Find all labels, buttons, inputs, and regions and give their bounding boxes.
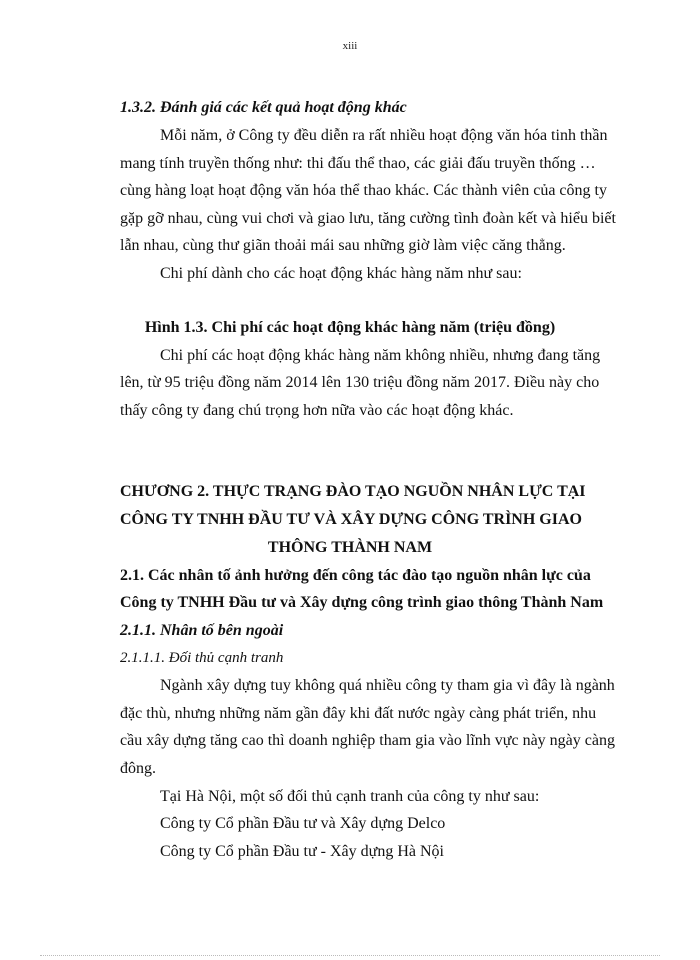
- paragraph-line: Ngành xây dựng tuy không quá nhiều công ty tham gia vì đây là ngành: [160, 677, 615, 694]
- paragraph-line: Tại Hà Nội, một số đối thủ cạnh tranh của công ty như sau:: [160, 788, 540, 805]
- chapter-title-line: CÔNG TY TNHH ĐẦU TƯ VÀ XÂY DỰNG CÔNG TRÌNH GIAO: [120, 511, 582, 528]
- paragraph-line: gặp gỡ nhau, cùng vui chơi và giao lưu, tăng cường tình đoàn kết và hiểu biết: [120, 210, 616, 227]
- paragraph-line: Chi phí các hoạt động khác hàng năm không nhiều, nhưng đang tăng: [160, 347, 601, 364]
- paragraph-line: lẫn nhau, cùng thư giãn thoải mái sau những giờ làm việc căng thẳng.: [120, 237, 566, 254]
- paragraph-line: lên, từ 95 triệu đồng năm 2014 lên 130 triệu đồng năm 2017. Điều này cho: [120, 374, 600, 391]
- paragraph-line: Chi phí dành cho các hoạt động khác hàng năm như sau:: [160, 265, 522, 282]
- paragraph-line: mang tính truyền thống như: thi đấu thể thao, các giải đấu truyền thống …: [120, 155, 596, 172]
- section-heading-2-1-1-1: 2.1.1.1. Đối thủ cạnh tranh: [120, 650, 284, 666]
- competitor-item: Công ty Cổ phần Đầu tư - Xây dựng Hà Nội: [160, 843, 444, 860]
- page-number: xiii: [342, 40, 358, 52]
- section-heading-2-1: 2.1. Các nhân tố ảnh hưởng đến công tác đào tạo nguồn nhân lực của: [120, 567, 591, 584]
- section-heading-1-3-2: 1.3.2. Đánh giá các kết quả hoạt động khác: [120, 99, 407, 116]
- paragraph-line: đặc thù, nhưng những năm gần đây khi đất nước ngày càng phát triển, nhu: [120, 705, 597, 722]
- paragraph-line: thấy công ty đang chú trọng hơn nữa vào các hoạt động khác.: [120, 402, 514, 419]
- section-heading-2-1-1: 2.1.1. Nhân tố bên ngoài: [120, 622, 284, 639]
- chapter-title-line: THÔNG THÀNH NAM: [267, 539, 433, 556]
- paragraph-line: đông.: [120, 760, 156, 777]
- competitor-item: Công ty Cổ phần Đầu tư và Xây dựng Delco: [160, 815, 446, 832]
- paragraph-line: Mỗi năm, ở Công ty đều diễn ra rất nhiều hoạt động văn hóa tinh thần: [160, 127, 608, 144]
- paragraph-line: cầu xây dựng tăng cao thì doanh nghiệp tham gia vào lĩnh vực này ngày càng: [120, 732, 615, 749]
- figure-caption: Hình 1.3. Chi phí các hoạt động khác hàng năm (triệu đồng): [144, 319, 556, 336]
- page-bottom-border: [40, 955, 660, 956]
- section-heading-2-1: Công ty TNHH Đầu tư và Xây dựng công trình giao thông Thành Nam: [120, 594, 604, 611]
- paragraph-line: cùng hàng loạt hoạt động văn hóa thể thao khác. Các thành viên của công ty: [120, 182, 607, 199]
- chapter-title-line: CHƯƠNG 2. THỰC TRẠNG ĐÀO TẠO NGUỒN NHÂN LỰC TẠI: [120, 483, 586, 500]
